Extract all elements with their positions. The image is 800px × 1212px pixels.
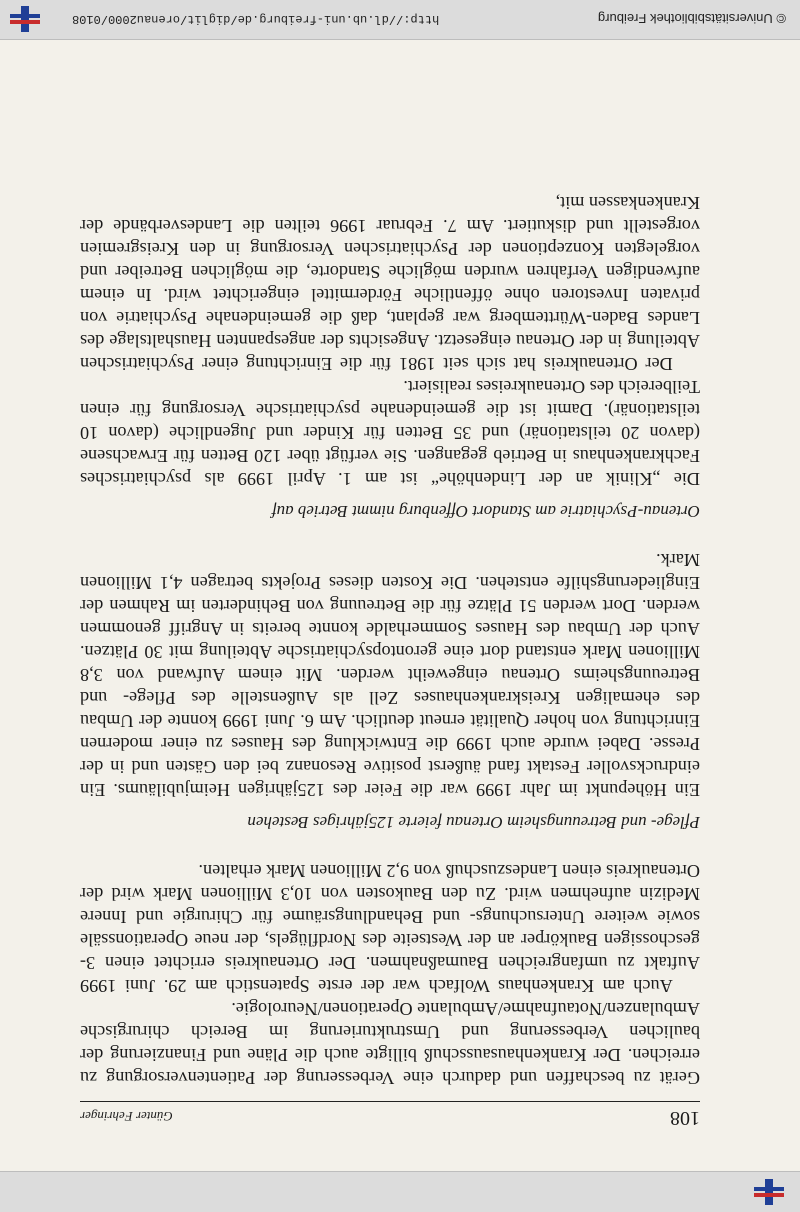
running-author: Günter Fehringer — [80, 1109, 173, 1124]
viewer-bottom-bar — [0, 0, 800, 40]
paragraph: Gerät zu beschaffen und dadurch eine Verbesserung der Patientenversorgung zu erreichen. Der Krankenhausausschuß billigte auch die Pläne und Finanzierung der baulichen Verbesserung und Umstrukturierung im Bereich chirurgische Ambulanzen/Notaufnahme/Ambulante Operationen/Neurologie. — [80, 999, 700, 1088]
page-number: 108 — [670, 1107, 700, 1129]
paragraph: Auch am Krankenhaus Wolfach war der erste Spatenstich am 29. Juni 1999 Auftakt zu umfangreichen Baumaßnahmen. Der Ortenaukreis errichtet einen 3-geschossigen Baukörper an der Westseite des Nordflügels, der neue Operationssäle sowie weitere Untersuchungs- und Behandlungsräume für Chirurgie und Innere Medizin aufnehmen wird. Zu den Baukosten von 10,3 Millionen Mark wird der Ortenaukreis einen Landeszuschuß von 9,2 Millionen Mark erhalten. — [80, 861, 700, 996]
copyright-notice: © Universitätsbibliothek Freiburg — [597, 11, 786, 27]
paragraph: Ein Höhepunkt im Jahr 1999 war die Feier des 125jährigen Heimjubiläums. Ein eindrucksvoller Festakt fand äußerst positive Resonanz bei den Gästen und in der Presse. Dabei wurde auch 1999 die Entwicklung des Hauses zu einer modernen Einrichtung von hoher Qualität erneut deutlich. Am 6. Juni 1999 konnte der Umbau des ehemaligen Kreiskrankenhauses Zell als Außenstelle des Pflege- und Betreuungsheims Ortenau eingeweiht werden. Mit einem Aufwand von 3,8 Millionen Mark entstand dort eine gerontopsychiatrische Abteilung mit 30 Plätzen. Auch der Umbau des Hauses Sommerhalde konnte bereits in Angriff genommen werden. Dort werden 51 Plätze für die Betreuung von Behinderten im Rahmen der Eingliederungshilfe entstehen. Die Kosten dieses Projekts betragen 4,1 Millionen Mark. — [80, 550, 700, 800]
viewer-top-bar — [0, 1171, 800, 1212]
paragraph: Die „Klinik an der Lindenhöhe“ ist am 1. April 1999 als psychiatrisches Fachkrankenhaus in Betrieb gegangen. Sie verfügt über 120 Betten für Erwachsene (davon 20 teilstationär) und 35 Betten für Kinder und Jugendliche (davon 10 teilstationär). Damit ist die gemeindenahe psychiatrische Versorgung für einen Teilbereich des Ortenaukreises realisiert. — [80, 377, 700, 489]
section-heading: Pflege- und Betreuungsheim Ortenau feierte 125jähriges Bestehen — [247, 813, 700, 832]
paragraph: Der Ortenaukreis hat sich seit 1981 für die Einrichtung einer Psychiatrischen Abteilung in der Ortenau eingesetzt. Angesichts der angespannten Haushaltslage des Landes Baden-Württemberg war geplant, daß die gemeindenahe Psychiatrie von privaten Investoren ohne öffentliche Fördermittel eingerichtet wird. In einem aufwendigen Verfahren wurden mögliche Standorte, die möglichen Betreiber und vorgelegten Konzeptionen der Psychiatrischen Versorgung in den Kreisgremien vorgestellt und diskutiert. Am 7. Februar 1996 teilten die Landesverbände der Krankenkassen mit, — [80, 193, 700, 374]
running-header — [80, 1101, 700, 1142]
ub-freiburg-logo-icon — [10, 4, 40, 34]
ub-freiburg-logo-icon — [754, 1177, 784, 1207]
section-heading: Ortenau-Psychiatrie am Standort Offenburg nimmt Betrieb auf — [271, 502, 700, 521]
source-url[interactable]: http://dl.ub.uni-freiburg.de/diglit/orenau2000/0108 — [72, 12, 440, 26]
printed-page — [80, 191, 700, 1142]
